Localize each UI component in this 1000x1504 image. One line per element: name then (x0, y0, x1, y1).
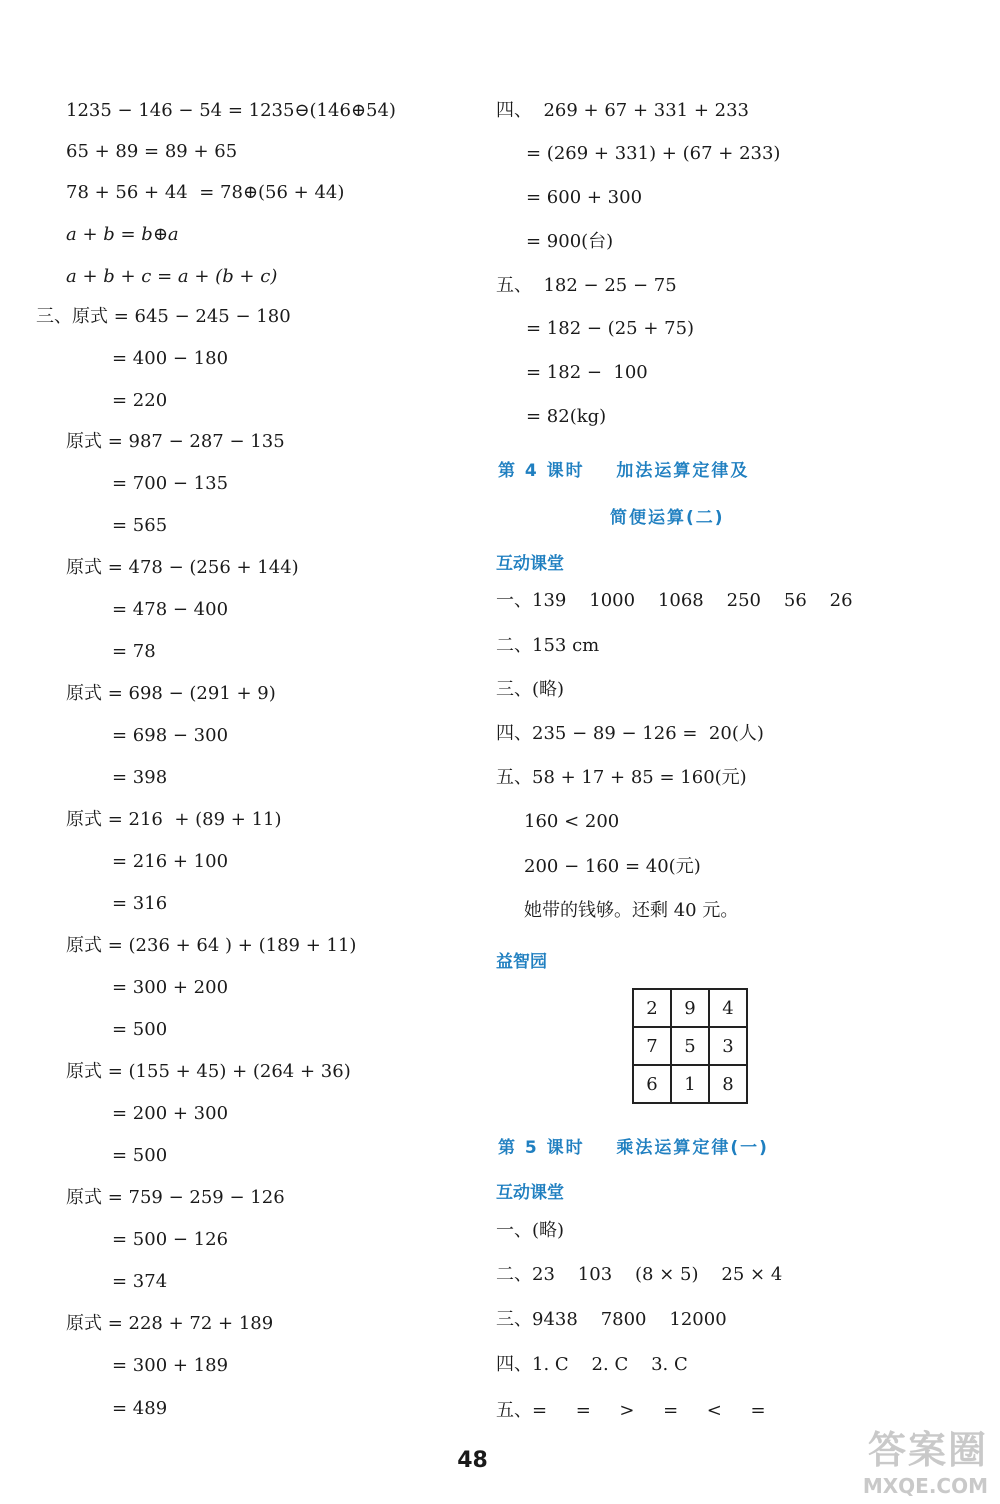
lesson4-line-2: 二、153 cm (496, 635, 600, 656)
left-line-1: 1235 − 146 − 54 = 1235⊖(146⊕54) (66, 100, 396, 121)
left-line-28: = 500 − 126 (112, 1229, 229, 1250)
section-interactive-class: 互动课堂 (496, 554, 564, 574)
lesson4-line-1: 一、139 1000 1068 250 56 26 (496, 590, 853, 611)
lesson4-line-7: 200 − 160 = 40(元) (524, 856, 701, 877)
lesson5-title: 第 5 课时 乘法运算定律(一) (498, 1138, 769, 1158)
section-puzzle-garden: 益智园 (496, 952, 547, 972)
magic-square-cell: 1 (671, 1065, 709, 1103)
left-line-20: = 316 (112, 893, 168, 914)
left-line-2: 65 + 89 = 89 + 65 (66, 141, 238, 162)
section-interactive-class-2: 互动课堂 (496, 1183, 564, 1203)
left-line-23: = 500 (112, 1019, 168, 1040)
right-line-1: 四、 269 + 67 + 331 + 233 (496, 100, 749, 121)
watermark (863, 1419, 988, 1498)
lesson4-line-6: 160 < 200 (524, 811, 620, 832)
lesson4-line-3: 三、(略) (496, 679, 565, 700)
watermark-logo: 答案圈 (867, 1428, 988, 1472)
lesson4-line-4: 四、235 − 89 − 126 = 20(人) (496, 723, 764, 744)
left-line-10: = 700 − 135 (112, 473, 229, 494)
magic-square-cell: 5 (671, 1027, 709, 1065)
watermark-url: MXQE.COM (862, 1474, 988, 1498)
left-line-8: = 220 (112, 390, 168, 411)
left-line-11: = 565 (112, 515, 168, 536)
left-line-29: = 374 (112, 1271, 168, 1292)
magic-square-cell: 8 (709, 1065, 747, 1103)
lesson4-title-line1: 第 4 课时 加法运算定律及 (498, 461, 750, 481)
left-line-18: 原式 = 216 + (89 + 11) (66, 809, 282, 830)
left-line-12: 原式 = 478 − (256 + 144) (66, 557, 299, 578)
right-line-8: = 82(kg) (526, 406, 607, 427)
lesson5-line-1: 一、(略) (496, 1220, 565, 1241)
left-line-32: = 489 (112, 1398, 168, 1419)
magic-square-cell: 9 (671, 989, 709, 1027)
lesson5-line-4: 四、1. C 2. C 3. C (496, 1354, 688, 1375)
magic-square-cell: 4 (709, 989, 747, 1027)
left-line-14: = 78 (112, 641, 156, 662)
left-line-22: = 300 + 200 (112, 977, 229, 998)
left-line-25: = 200 + 300 (112, 1103, 229, 1124)
right-line-3: = 600 + 300 (526, 187, 643, 208)
page-number: 48 (457, 1448, 488, 1473)
lesson4-line-5: 五、58 + 17 + 85 = 160(元) (496, 767, 747, 788)
right-line-2: = (269 + 331) + (67 + 233) (526, 143, 781, 164)
left-line-16: = 698 − 300 (112, 725, 229, 746)
left-line-9: 原式 = 987 − 287 − 135 (66, 431, 285, 452)
left-line-13: = 478 − 400 (112, 599, 229, 620)
left-line-19: = 216 + 100 (112, 851, 229, 872)
left-line-7: = 400 − 180 (112, 348, 229, 369)
left-line-17: = 398 (112, 767, 168, 788)
lesson5-line-5: 五、= = > = < = (496, 1400, 766, 1421)
left-line-27: 原式 = 759 − 259 − 126 (66, 1187, 285, 1208)
left-line-24: 原式 = (155 + 45) + (264 + 36) (66, 1061, 351, 1082)
left-line-26: = 500 (112, 1145, 168, 1166)
lesson4-line-8: 她带的钱够。还剩 40 元。 (524, 900, 739, 921)
magic-square-cell: 7 (633, 1027, 671, 1065)
left-line-3: 78 + 56 + 44 = 78⊕(56 + 44) (66, 182, 345, 203)
right-line-5: 五、 182 − 25 − 75 (496, 275, 677, 296)
magic-square-cell: 2 (633, 989, 671, 1027)
right-line-6: = 182 − (25 + 75) (526, 318, 695, 339)
left-line-15: 原式 = 698 − (291 + 9) (66, 683, 276, 704)
lesson5-line-2: 二、23 103 (8 × 5) 25 × 4 (496, 1264, 783, 1285)
lesson4-title-line2: 简便运算(二) (610, 508, 725, 528)
left-line-21: 原式 = (236 + 64 ) + (189 + 11) (66, 935, 357, 956)
left-line-4: a + b = b⊕a (66, 224, 179, 245)
lesson5-line-3: 三、9438 7800 12000 (496, 1309, 727, 1330)
right-line-4: = 900(台) (526, 231, 614, 252)
left-line-31: = 300 + 189 (112, 1355, 229, 1376)
right-line-7: = 182 − 100 (526, 362, 648, 383)
magic-square-cell: 3 (709, 1027, 747, 1065)
magic-square-cell: 6 (633, 1065, 671, 1103)
left-line-5: a + b + c = a + (b + c) (66, 266, 278, 287)
left-line-6: 三、原式 = 645 − 245 − 180 (36, 306, 291, 327)
magic-square (632, 988, 748, 1104)
left-line-30: 原式 = 228 + 72 + 189 (66, 1313, 274, 1334)
